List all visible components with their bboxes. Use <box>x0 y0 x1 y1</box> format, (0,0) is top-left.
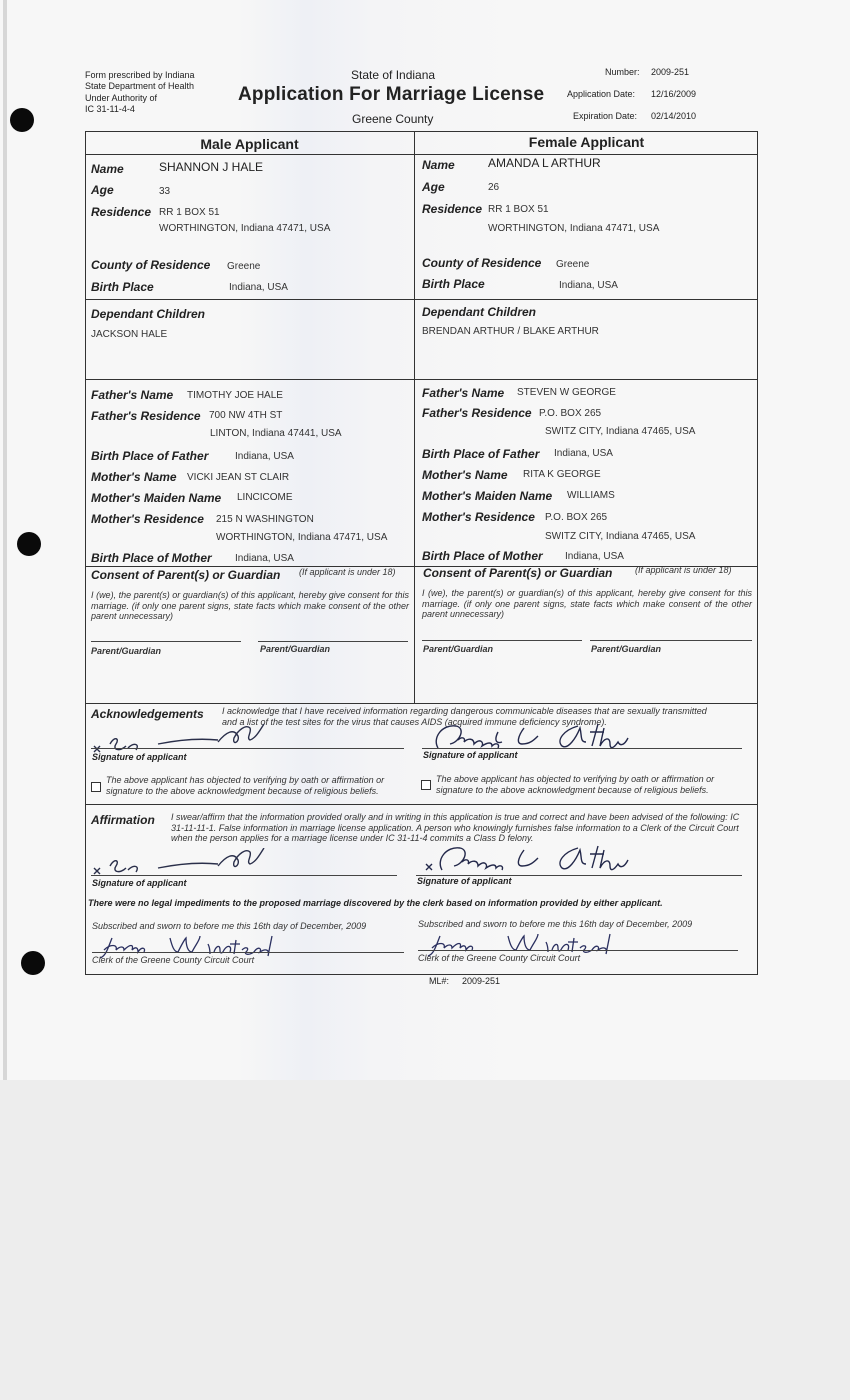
acknowledgement-text: I acknowledge that I have received information regarding dangerous communicable diseases that are sexually transmitted and a list of the test sites for the virus that causes AIDS (acquired immune deficiency syndrome). <box>222 706 707 727</box>
male-mother-birth-place: Indiana, USA <box>235 553 294 564</box>
county-of-residence-label: County of Residence <box>422 256 542 270</box>
parent-guardian-label: Parent/Guardian <box>591 644 662 654</box>
female-residence-line2: WORTHINGTON, Indiana 47471, USA <box>488 223 660 234</box>
objection-checkbox[interactable] <box>91 782 101 792</box>
male-county: Greene <box>227 261 261 272</box>
female-father-birth-place: Indiana, USA <box>554 448 613 459</box>
female-mother-maiden: WILLIAMS <box>567 490 615 501</box>
signature-of-applicant-label: Signature of applicant <box>92 878 187 888</box>
male-applicant-heading: Male Applicant <box>200 136 299 152</box>
fathers-residence-label: Father's Residence <box>91 409 201 423</box>
mothers-name-label: Mother's Name <box>91 470 177 484</box>
mothers-maiden-name-label: Mother's Maiden Name <box>91 491 222 505</box>
male-children: JACKSON HALE <box>91 329 168 340</box>
male-residence-line2: WORTHINGTON, Indiana 47471, USA <box>159 223 331 234</box>
form-note: State Department of Health <box>85 81 195 91</box>
signature-line <box>590 640 752 641</box>
signature-line <box>91 875 397 876</box>
name-label: Name <box>422 158 455 172</box>
dependant-children-label: Dependant Children <box>422 305 537 319</box>
mothers-maiden-name-label: Mother's Maiden Name <box>422 489 553 503</box>
male-birth-place: Indiana, USA <box>229 282 288 293</box>
birth-place-father-label: Birth Place of Father <box>422 447 540 461</box>
county-name: Greene County <box>352 112 434 126</box>
ml-number: 2009-251 <box>462 976 501 986</box>
signature-line <box>258 641 408 642</box>
parent-guardian-label: Parent/Guardian <box>423 644 494 654</box>
male-age: 33 <box>159 186 171 197</box>
consent-text: I (we), the parent(s) or guardian(s) of this applicant, hereby give consent for this marriage. (if only one parent signs, state facts which make consent of the other parent unnecessary) <box>422 588 752 619</box>
signature-line <box>91 748 404 749</box>
birth-place-mother-label: Birth Place of Mother <box>91 551 212 565</box>
objection-text: The above applicant has objected to verifying by oath or affirmation or signature to the above acknowledgment because of religious beliefs. <box>436 774 715 795</box>
divider <box>85 379 758 380</box>
signature-of-applicant-label: Signature of applicant <box>423 750 518 760</box>
consent-label: Consent of Parent(s) or Guardian <box>91 568 281 582</box>
subscribed-statement: Subscribed and sworn to before me this 16th day of December, 2009 <box>92 921 367 931</box>
signature-line <box>92 952 404 953</box>
divider <box>85 299 758 300</box>
male-father-birth-place: Indiana, USA <box>235 451 294 462</box>
age-label: Age <box>91 183 114 197</box>
subscribed-statement: Subscribed and sworn to before me this 16th day of December, 2009 <box>418 919 693 929</box>
female-signature <box>420 840 640 876</box>
fathers-name-label: Father's Name <box>91 388 174 402</box>
divider <box>85 154 758 155</box>
male-father-residence-line2: LINTON, Indiana 47441, USA <box>210 428 342 439</box>
female-applicant-heading: Female Applicant <box>528 134 645 150</box>
female-birth-place: Indiana, USA <box>559 280 618 291</box>
no-impediments-statement: There were no legal impediments to the proposed marriage discovered by the clerk based on information provided by either applicant. <box>88 898 663 908</box>
male-mother-maiden: LINCICOME <box>237 492 293 503</box>
birth-place-father-label: Birth Place of Father <box>91 449 209 463</box>
affirmation-text: I swear/affirm that the information provided orally and in writing in this application is true and correct and have been advised of the following: IC 31-11-11-1. False information in marriage license application. A person who knowingly furnishes false information to a Clerk of the Circuit Court when the person applies for a marriage license under IC 31-11-4 commits a Class D felony. <box>171 812 740 843</box>
birth-place-label: Birth Place <box>422 277 485 291</box>
female-children: BRENDAN ARTHUR / BLAKE ARTHUR <box>422 326 599 337</box>
male-residence-line1: RR 1 BOX 51 <box>159 207 220 218</box>
age-label: Age <box>422 180 445 194</box>
punch-hole <box>17 532 41 556</box>
residence-label: Residence <box>422 202 483 216</box>
objection-text: The above applicant has objected to verifying by oath or affirmation or signature to the above acknowledgment because of religious beliefs. <box>106 775 385 796</box>
male-name: SHANNON J HALE <box>159 160 264 174</box>
application-date-label: Application Date: <box>567 89 636 99</box>
signature-of-applicant-label: Signature of applicant <box>417 876 512 886</box>
female-name: AMANDA L ARTHUR <box>488 156 601 170</box>
form-note: Under Authority of <box>85 93 158 103</box>
female-residence-line1: RR 1 BOX 51 <box>488 204 549 215</box>
affirmation-label: Affirmation <box>91 813 155 827</box>
parent-guardian-label: Parent/Guardian <box>260 644 331 654</box>
acknowledgements-label: Acknowledgements <box>91 707 204 721</box>
name-label: Name <box>91 162 124 176</box>
male-mother-residence-line1: 215 N WASHINGTON <box>216 514 314 525</box>
female-father-residence-line1: P.O. BOX 265 <box>539 408 602 419</box>
scan-background <box>0 1080 850 1400</box>
male-father-residence-line1: 700 NW 4TH ST <box>209 410 283 421</box>
birth-place-label: Birth Place <box>91 280 154 294</box>
female-mother-residence-line2: SWITZ CITY, Indiana 47465, USA <box>545 531 696 542</box>
clerk-label: Clerk of the Greene County Circuit Court <box>418 953 581 963</box>
signature-line <box>422 640 582 641</box>
mothers-residence-label: Mother's Residence <box>422 510 535 524</box>
county-of-residence-label: County of Residence <box>91 258 211 272</box>
punch-hole <box>10 108 34 132</box>
divider <box>85 703 758 704</box>
form-note: Form prescribed by Indiana <box>85 70 195 80</box>
consent-text: I (we), the parent(s) or guardian(s) of this applicant, hereby give consent for this marriage. (if only one parent signs, state facts which make consent of the other parent unnecessary) <box>91 590 409 621</box>
male-father-name: TIMOTHY JOE HALE <box>187 390 283 401</box>
female-age: 26 <box>488 182 500 193</box>
license-number: 2009-251 <box>651 67 690 77</box>
state-name: State of Indiana <box>351 68 436 82</box>
form-note: IC 31-11-4-4 <box>85 104 135 114</box>
male-mother-residence-line2: WORTHINGTON, Indiana 47471, USA <box>216 532 388 543</box>
signature-line <box>91 641 241 642</box>
mothers-residence-label: Mother's Residence <box>91 512 204 526</box>
expiration-date-label: Expiration Date: <box>573 111 638 121</box>
column-divider <box>414 131 415 703</box>
consent-note: (If applicant is under 18) <box>635 565 732 575</box>
fathers-name-label: Father's Name <box>422 386 505 400</box>
parent-guardian-label: Parent/Guardian <box>91 646 162 656</box>
fathers-residence-label: Father's Residence <box>422 406 532 420</box>
signature-of-applicant-label: Signature of applicant <box>92 752 187 762</box>
signature-line <box>418 950 738 951</box>
male-signature <box>88 722 288 754</box>
objection-checkbox[interactable] <box>421 780 431 790</box>
female-mother-name: RITA K GEORGE <box>523 469 601 480</box>
signature-line <box>422 748 742 749</box>
female-mother-birth-place: Indiana, USA <box>565 551 624 562</box>
male-signature <box>88 848 288 878</box>
punch-hole <box>21 951 45 975</box>
female-county: Greene <box>556 259 590 270</box>
divider <box>85 804 758 805</box>
male-mother-name: VICKI JEAN ST CLAIR <box>187 472 290 483</box>
mothers-name-label: Mother's Name <box>422 468 508 482</box>
application-date: 12/16/2009 <box>651 89 697 99</box>
dependant-children-label: Dependant Children <box>91 307 206 321</box>
number-label: Number: <box>605 67 640 77</box>
page-title: Application For Marriage License <box>238 84 545 105</box>
female-father-residence-line2: SWITZ CITY, Indiana 47465, USA <box>545 426 696 437</box>
consent-note: (If applicant is under 18) <box>299 567 396 577</box>
female-mother-residence-line1: P.O. BOX 265 <box>545 512 608 523</box>
residence-label: Residence <box>91 205 152 219</box>
consent-label: Consent of Parent(s) or Guardian <box>423 566 613 580</box>
page-edge <box>3 0 7 1080</box>
expiration-date: 02/14/2010 <box>651 111 697 121</box>
female-father-name: STEVEN W GEORGE <box>517 387 616 398</box>
clerk-label: Clerk of the Greene County Circuit Court <box>92 955 255 965</box>
ml-label: ML#: <box>429 976 450 986</box>
birth-place-mother-label: Birth Place of Mother <box>422 549 543 563</box>
